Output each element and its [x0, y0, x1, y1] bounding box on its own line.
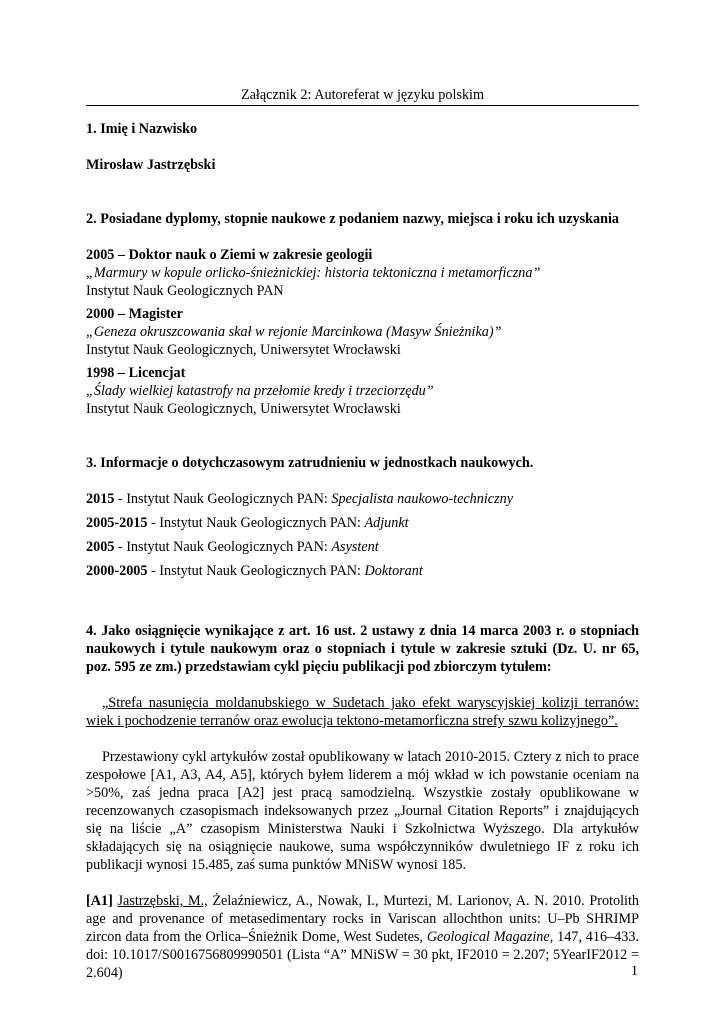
employment-item [86, 538, 639, 556]
degree-block [86, 246, 639, 300]
employment-role: Asystent [331, 539, 379, 555]
degree-title: 2005 – Doktor nauk o Ziemi w zakresie geologii [86, 247, 373, 263]
page-header [86, 86, 639, 106]
degree-institution: Instytut Nauk Geologicznych, Uniwersytet Wrocławski [86, 401, 401, 417]
employment-role: Doktorant [364, 563, 423, 579]
series-description: Przestawiony cykl artykułów został opublikowany w latach 2010-2015. Cztery z nich to prace zespołowe [A1, A3, A4, A5], których byłem liderem a mój wkład w ich powstanie oceniam na >50%, zaś jedna praca [A2] jest pracą samodzielną. Wszystkie zostały opublikowane w recenzowanych czasopismach indeksowanych przez „Journal Citation Reports” i znajdujących się na liście „A” czasopism Ministerstwa Nauki i Szkolnictwa Wyższego. Dla artykułów składających się na osiągnięcie naukowe, suma współczynników dwuletniego IF z roku ich publikacji wynosi 15.485, zaś suma punktów MNiSW wynosi 185. [86, 749, 639, 873]
employment-item [86, 490, 639, 508]
reference-journal: Geological Magazine [426, 929, 550, 945]
employment-years: 2005 [86, 539, 115, 555]
degree-thesis: „Ślady wielkiej katastrofy na przełomie kredy i trzeciorzędu” [86, 383, 434, 399]
degree-title: 2000 – Magister [86, 306, 183, 322]
degree-institution: Instytut Nauk Geologicznych PAN [86, 283, 284, 299]
employment-years: 2000-2005 [86, 563, 148, 579]
reference-lead-author: Jastrzębski, M., [117, 893, 208, 909]
section-2-heading: 2. Posiadane dyplomy, stopnie naukowe z podaniem nazwy, miejsca i roku ich uzyskania [86, 211, 620, 227]
reference-a1 [86, 892, 639, 982]
degree-thesis: „Marmury w kopule orlicko-śnieżnickiej: historia tektoniczna i metamorficzna” [86, 265, 541, 281]
reference-authors: Żelaźniewicz, A., Nowak, I., Murtezi, M. Larionov, A. N. 2010. Protolith age and provenance of metasedimentary rocks in Variscan allochthon units: U–Pb SHRIMP zircon data from the Orlica–Śnieżnik Dome, West Sudetes, [86, 893, 639, 945]
series-title: „Strefa nasunięcia moldanubskiego w Sudetach jako efekt waryscyjskiej kolizji terranów: wiek i pochodzenie terranów oraz ewolucja tektono-metamorficzna strefy szwu kolizyjnego”. [86, 695, 639, 729]
employment-org: - Instytut Nauk Geologicznych PAN: [114, 491, 332, 507]
section-1-heading: 1. Imię i Nazwisko [86, 121, 198, 137]
employment-item [86, 514, 639, 532]
reference-details: , 147, 416–433. doi: 10.1017/S0016756809990501 (Lista “A” MNiSW = 30 pkt, IF2010 = 2.207; 5YearIF2012 = 2.604) [86, 929, 640, 981]
author-name: Mirosław Jastrzębski [86, 157, 216, 173]
degree-block [86, 305, 639, 359]
header-title: Załącznik 2: Autoreferat w języku polskim [240, 87, 485, 103]
employment-item [86, 562, 639, 580]
employment-org: - Instytut Nauk Geologicznych PAN: [114, 539, 332, 555]
reference-label: [A1] [86, 893, 113, 909]
employment-years: 2005-2015 [86, 515, 148, 531]
page-number: 1 [630, 963, 638, 979]
degree-block [86, 364, 639, 418]
degree-institution: Instytut Nauk Geologicznych, Uniwersytet Wrocławski [86, 342, 401, 358]
employment-org: - Instytut Nauk Geologicznych PAN: [147, 563, 365, 579]
section-3-heading: 3. Informacje o dotychczasowym zatrudnieniu w jednostkach naukowych. [86, 455, 534, 471]
employment-org: - Instytut Nauk Geologicznych PAN: [147, 515, 365, 531]
section-4-heading: 4. Jako osiągnięcie wynikające z art. 16 ust. 2 ustawy z dnia 14 marca 2003 r. o stopniach naukowych i tytule naukowym oraz o stopniach i tytule w zakresie sztuki (Dz. U. nr 65, poz. 595 ze zm.) przedstawiam cykl pięciu publikacji pod zbiorczym tytułem: [86, 623, 639, 675]
employment-role: Specjalista naukowo-techniczny [331, 491, 514, 507]
employment-role: Adjunkt [364, 515, 409, 531]
document-body [86, 120, 639, 982]
employment-years: 2015 [86, 491, 115, 507]
degree-thesis: „Geneza okruszcowania skał w rejonie Marcinkowa (Masyw Śnieżnika)” [86, 324, 502, 340]
degree-title: 1998 – Licencjat [86, 365, 186, 381]
